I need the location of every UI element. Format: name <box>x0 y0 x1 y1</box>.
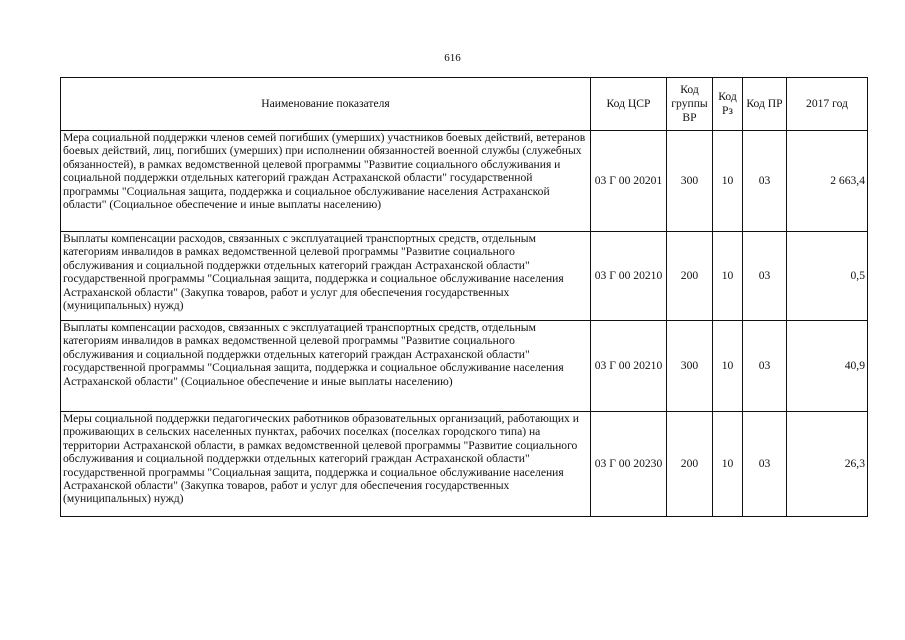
row-pr: 03 <box>743 131 787 232</box>
row-vr: 300 <box>667 131 713 232</box>
row-pr: 03 <box>743 321 787 412</box>
table-row <box>61 131 868 232</box>
row-csr: 03 Г 00 20230 <box>591 412 667 517</box>
header-csr: Код ЦСР <box>591 78 667 131</box>
header-rz: Код Рз <box>713 78 743 131</box>
row-name: Выплаты компенсации расходов, связанных с эксплуатацией транспортных средств, отдельным категориям инвалидов в рамках ведомственной целевой программы "Развитие социального обслуживания и социальной поддержки отдельных категорий граждан Астраханской области" государственной программы "Социальная защита, поддержка и социальное обслуживание населения Астраханской области" (Закупка товаров, работ и услуг для обеспечения государственных (муниципальных) нужд) <box>61 232 591 321</box>
header-name: Наименование показателя <box>61 78 591 131</box>
table-header-row <box>61 78 868 131</box>
header-pr: Код ПР <box>743 78 787 131</box>
row-pr: 03 <box>743 232 787 321</box>
table-row <box>61 232 868 321</box>
row-csr: 03 Г 00 20201 <box>591 131 667 232</box>
row-csr: 03 Г 00 20210 <box>591 232 667 321</box>
row-rz: 10 <box>713 321 743 412</box>
budget-table <box>60 77 868 517</box>
page-number: 616 <box>444 52 461 64</box>
row-name: Мера социальной поддержки членов семей погибших (умерших) участников боевых действий, ветеранов боевых действий, лиц, погибших (умерших) при исполнении обязанностей военной службы (служебных обязанностей), в рамках ведомственной целевой программы "Развитие социального обслуживания и социальной поддержки отдельных категорий граждан Астраханской области" государственной программы "Социальная защита, поддержка и социальное обслуживание населения Астраханской области" (Социальное обеспечение и иные выплаты населению) <box>61 131 591 232</box>
row-amount: 40,9 <box>787 321 868 412</box>
row-rz: 10 <box>713 232 743 321</box>
row-amount: 26,3 <box>787 412 868 517</box>
row-rz: 10 <box>713 131 743 232</box>
row-csr: 03 Г 00 20210 <box>591 321 667 412</box>
row-vr: 200 <box>667 232 713 321</box>
header-vr: Код группы ВР <box>667 78 713 131</box>
row-vr: 300 <box>667 321 713 412</box>
row-rz: 10 <box>713 412 743 517</box>
row-amount: 2 663,4 <box>787 131 868 232</box>
table-row <box>61 412 868 517</box>
row-amount: 0,5 <box>787 232 868 321</box>
header-year: 2017 год <box>787 78 868 131</box>
table-row <box>61 321 868 412</box>
row-vr: 200 <box>667 412 713 517</box>
row-pr: 03 <box>743 412 787 517</box>
row-name: Выплаты компенсации расходов, связанных с эксплуатацией транспортных средств, отдельным категориям инвалидов в рамках ведомственной целевой программы "Развитие социального обслуживания и социальной поддержки отдельных категорий граждан Астраханской области" государственной программы "Социальная защита, поддержка и социальное обслуживание населения Астраханской области" (Социальное обеспечение и иные выплаты населению) <box>61 321 591 412</box>
row-name: Меры социальной поддержки педагогических работников образовательных организаций, работающих и проживающих в сельских населенных пунктах, рабочих поселках (поселках городского типа) на территории Астраханской области, в рамках ведомственной целевой программы "Развитие социального обслуживания и социальной поддержки отдельных категорий граждан Астраханской области" государственной программы "Социальная защита, поддержка и социальное обслуживание населения Астраханской области" (Закупка товаров, работ и услуг для обеспечения государственных (муниципальных) нужд) <box>61 412 591 517</box>
